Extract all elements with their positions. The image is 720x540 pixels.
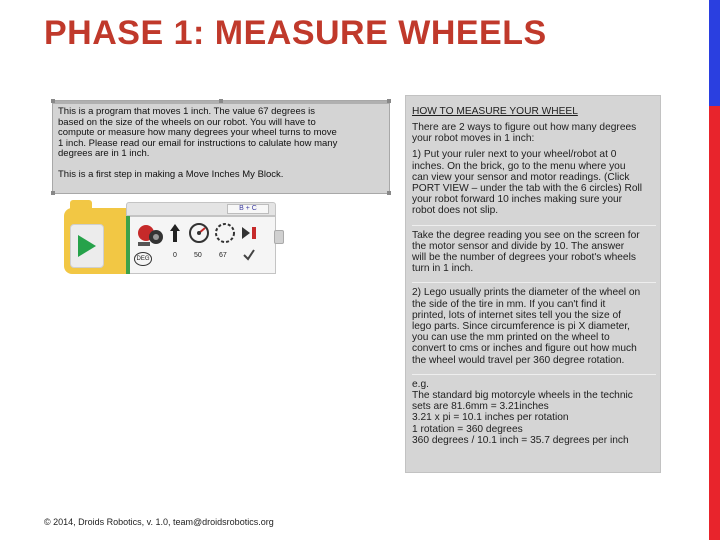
panel-line: 2) Lego usually prints the diameter of the wheel on — [412, 287, 641, 299]
comment-line: compute or measure how many degrees your wheel turns to move — [58, 127, 337, 139]
section-divider — [412, 225, 656, 275]
degrees-value[interactable]: 67 — [219, 252, 227, 259]
panel-line: 3.21 x pi = 10.1 inches per rotation — [412, 412, 569, 424]
start-button[interactable] — [70, 224, 104, 268]
ev3-program-sequence — [62, 196, 284, 278]
panel-line: the motor sensor and divide by 10. The answer — [412, 240, 625, 252]
intro-text — [412, 122, 656, 144]
comment-line: based on the size of the wheels on our robot. You will have to — [58, 116, 316, 128]
panel-line: 1) Put your ruler next to your wheel/robot at 0 — [412, 149, 617, 161]
panel-line: 1 rotation = 360 degrees — [412, 423, 523, 435]
slide-title: PHASE 1: MEASURE WHEELS — [44, 14, 547, 52]
resize-handle[interactable] — [387, 191, 391, 195]
panel-line: the wheel would travel per 360 degree rotation. — [412, 354, 625, 366]
section-divider — [412, 282, 656, 365]
instructions-panel — [405, 95, 661, 473]
block-action-strip — [126, 216, 130, 274]
method-2-text — [412, 287, 656, 365]
comment-line: 1 inch. Please read our email for instructions to calulate how many — [58, 137, 338, 149]
panel-line: will be the number of degrees your robot's wheels — [412, 252, 636, 264]
panel-line: PORT VIEW – under the tab with the 6 circles) Roll — [412, 183, 643, 195]
comment-paragraph — [58, 107, 385, 160]
panel-line: printed, lots of internet sites tell you the size of — [412, 309, 621, 321]
comment-line: This is a first step in making a Move Inches My Block. — [58, 168, 284, 180]
panel-line: your robot moves in 1 inch: — [412, 133, 535, 145]
example-text — [412, 379, 656, 446]
mode-selector[interactable]: DEG — [134, 252, 152, 266]
power-value[interactable]: 50 — [194, 252, 202, 259]
accent-bar-red — [709, 106, 720, 540]
comment-line: This is a program that moves 1 inch. The value 67 degrees is — [58, 106, 315, 117]
section-divider — [412, 374, 656, 446]
panel-line: the side of the tire in mm. If you can't find it — [412, 298, 606, 310]
resize-handle[interactable] — [51, 191, 55, 195]
comment-paragraph — [58, 170, 385, 181]
panel-line: lego parts. Since circumference is pi X diameter, — [412, 321, 630, 333]
panel-line: 360 degrees / 10.1 inch = 35.7 degrees per inch — [412, 434, 629, 446]
move-steering-header — [126, 202, 276, 216]
panel-line: There are 2 ways to figure out how many degrees — [412, 122, 637, 133]
resize-handle[interactable] — [51, 99, 55, 103]
method-1-text — [412, 149, 656, 216]
port-selector[interactable]: B + C — [227, 204, 269, 214]
copyright-footer: © 2014, Droids Robotics, v. 1.0, team@droidsrobotics.org — [44, 517, 274, 527]
panel-line: turn in 1 inch. — [412, 263, 474, 275]
panel-line: your robot forward 10 inches making sure your — [412, 194, 623, 206]
panel-heading: HOW TO MEASURE YOUR WHEEL — [412, 106, 578, 117]
panel-line: inches. On the brick, go to the menu where you — [412, 160, 626, 172]
panel-line: e.g. — [412, 378, 429, 390]
panel-line: Take the degree reading you see on the screen for — [412, 229, 640, 241]
speed-icon — [188, 222, 210, 244]
start-block[interactable] — [64, 208, 126, 274]
steering-icon — [134, 220, 168, 250]
panel-line: sets are 81.6mm = 3.21inches — [412, 401, 549, 413]
sequence-connector[interactable] — [274, 230, 284, 244]
brake-checkmark-icon[interactable] — [242, 248, 256, 262]
accent-bar-blue — [709, 0, 720, 106]
panel-line: can view your sensor and motor readings. (Click — [412, 171, 630, 183]
method-1-result-text — [412, 230, 656, 275]
panel-line: robot does not slip. — [412, 205, 499, 217]
steering-value[interactable]: 0 — [173, 252, 177, 259]
play-icon — [78, 235, 96, 257]
panel-line: convert to cms or inches and figure out how much — [412, 343, 637, 355]
degrees-icon — [214, 222, 236, 244]
resize-handle[interactable] — [387, 99, 391, 103]
panel-line: The standard big motorcyle wheels in the technic — [412, 390, 633, 402]
resize-handle[interactable] — [219, 99, 223, 103]
program-comment-box[interactable] — [52, 100, 390, 194]
panel-line: you can use the mm printed on the wheel to — [412, 332, 610, 344]
brake-icon — [240, 224, 260, 242]
comment-line: degrees are in 1 inch. — [58, 148, 150, 160]
steering-arrow-icon — [168, 222, 182, 244]
